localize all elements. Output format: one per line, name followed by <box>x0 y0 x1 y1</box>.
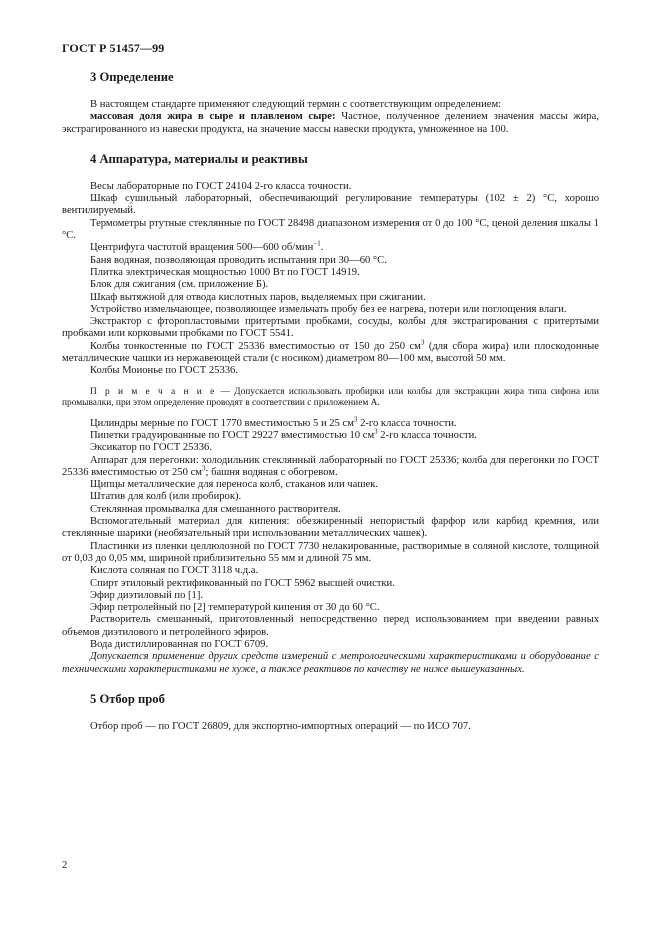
note <box>62 387 599 409</box>
paragraph: Стеклянная промывалка для смешанного растворителя. <box>90 503 341 515</box>
paragraph: Весы лабораторные по ГОСТ 24104 2-го класса точности. <box>90 180 352 192</box>
note-label: П р и м е ч а н и е <box>90 386 217 397</box>
paragraph: Растворитель смешанный, приготовленный непосредственно перед использованием при введении равных объемов диэтилового и петролейного эфиров. <box>62 614 599 638</box>
paragraph: Щипцы металлические для переноса колб, стаканов или чашек. <box>90 479 378 491</box>
document-id: ГОСТ Р 51457—99 <box>62 41 165 55</box>
definition-text: Частное, полученное делением значения массы жира, экстрагированного из навески продукта, на значение массы навески продукта, умноженное на 100. <box>62 111 599 135</box>
paragraph: Вода дистиллированная по ГОСТ 6709. <box>90 638 269 650</box>
paragraph: Эксикатор по ГОСТ 25336. <box>90 442 212 454</box>
paragraph: Блок для сжигания (см. приложение Б). <box>90 279 269 291</box>
paragraph: Спирт этиловый ректификованный по ГОСТ 5962 высшей очистки. <box>90 577 395 589</box>
italic-paragraph: Допускается применение других средств измерений с метрологическими характеристиками и оборудование с техническими характеристиками не хуже, а также реактивов по качеству не ниже вышеуказанных. <box>62 651 599 675</box>
note-text: — Допускается использовать пробирки или колбы для экстракции жира типа сифона или промывалки, при этом определение проводят в соответствии с приложением А. <box>62 386 600 408</box>
paragraph: Шкаф вытяжной для отвода кислотных паров, выделяемых при сжигании. <box>90 291 426 303</box>
page-content <box>62 70 599 733</box>
paragraph: Эфир диэтиловый по [1]. <box>90 589 204 601</box>
paragraph: Колбы Моионье по ГОСТ 25336. <box>90 365 238 377</box>
page-number: 2 <box>62 860 68 871</box>
paragraph: Баня водяная, позволяющая проводить испытания при 30—60 °С. <box>90 254 387 266</box>
paragraph: Штатив для колб (или пробирок). <box>90 491 242 503</box>
section-5-title: 5 Отбор проб <box>90 691 165 706</box>
section-3-title: 3 Определение <box>90 70 174 84</box>
paragraph: Колбы тонкостенные по ГОСТ 25336 вместимостью от 150 до 250 $см^3$ (для сбора жира) или плоскодонные металлические чашки из нержавеющей стали (с носиком) диаметром 80—100 мм, высотой 50 мм. <box>62 338 599 365</box>
section-4-title: 4 Аппаратура, материалы и реактивы <box>90 151 308 166</box>
paragraph: Пластинки из пленки целлюлозной по ГОСТ 7730 нелакированные, растворимые в соляной кислоте, толщиной от 0,03 до 0,05 мм, шириной приблизительно 55 мм и длиной 75 мм. <box>62 540 599 564</box>
paragraph: Отбор проб — по ГОСТ 26809, для экспортно-импортных операций — по ИСО 707. <box>90 720 471 732</box>
paragraph: Экстрактор с фторопластовыми притертыми пробками, сосуды, колбы для экстрагирования с притертыми пробками или корковыми пробками по ГОСТ 5541. <box>62 316 599 340</box>
paragraph: Плитка электрическая мощностью 1000 Вт по ГОСТ 14919. <box>90 266 360 278</box>
term: массовая доля жира в сыре и плавленом сыре: <box>90 111 336 123</box>
definition-paragraph <box>62 111 599 136</box>
paragraph: Шкаф сушильный лабораторный, обеспечивающий регулирование температуры (102 ± 2) °С, хорошо вентилируемый. <box>62 193 599 217</box>
paragraph: Устройство измельчающее, позволяющее измельчать пробу без ее нагрева, потери или поглощения влаги. <box>90 303 567 315</box>
paragraph: Цилиндры мерные по ГОСТ 1770 вместимостью 5 и 25 $см^3$ 2-го класса точности. <box>90 415 457 429</box>
paragraph: Пипетки градуированные по ГОСТ 29227 вместимостью 10 $см^3$ 2-го класса точности. <box>90 427 477 441</box>
paragraph: Центрифуга частотой вращения 500—600 об/мин$^{-1}$. <box>90 239 324 254</box>
paragraph: Кислота соляная по ГОСТ 3118 ч.д.а. <box>90 565 259 577</box>
paragraph: Термометры ртутные стеклянные по ГОСТ 28498 диапазоном измерения от 0 до 100 °С, ценой деления шкалы 1 °С. <box>62 217 599 242</box>
paragraph: Эфир петролейный по [2] температурой кипения от 30 до 60 °С. <box>90 602 380 614</box>
paragraph: Вспомогательный материал для кипения: обезжиренный непористый фарфор или карбид кремния, или стеклянные шарики (необязательный при использовании металлических чашек). <box>62 516 599 540</box>
paragraph: В настоящем стандарте применяют следующий термин с соответствующим определением: <box>90 99 502 110</box>
paragraph: Аппарат для перегонки: холодильник стеклянный лабораторный по ГОСТ 25336; колба для перегонки по ГОСТ 25336 вместимостью от 250 $см^3$; башня водяная с обогревом. <box>62 454 599 478</box>
